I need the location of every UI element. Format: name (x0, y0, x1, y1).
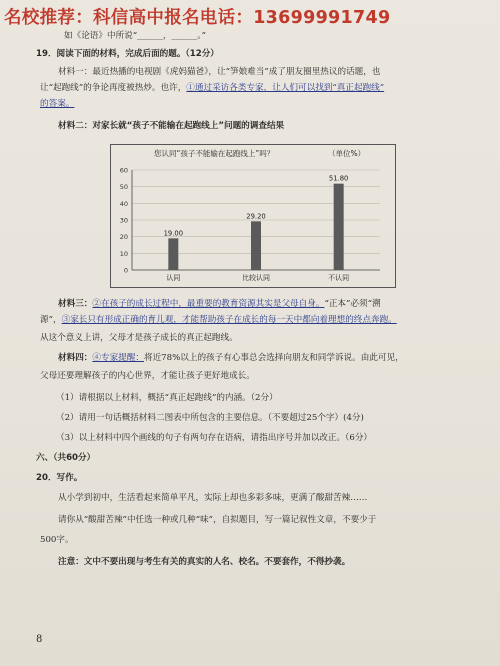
y-tick-label: 10 (119, 249, 128, 258)
y-tick-label: 20 (119, 233, 128, 242)
underlined-sentence-1: ①通过采访各类专家，让人们可以找到“真正起跑线” (186, 83, 385, 93)
bar (334, 184, 344, 270)
survey-bar-chart (110, 144, 394, 286)
material-3-label: 材料三： (58, 299, 93, 309)
y-tick-label: 40 (119, 199, 128, 208)
subquestion-1: （1）请根据以上材料，概括“真正起跑线”的内涵。（2分） (56, 393, 278, 403)
x-category-label: 不认同 (328, 274, 350, 282)
x-category-label: 比较认同 (242, 274, 270, 282)
writing-note: 注意：文中不要出现与考生有关的真实的人名、校名。不要套作，不得抄袭。 (58, 557, 351, 567)
bar-value-label: 29.20 (246, 212, 266, 221)
question-19-heading: 19．阅读下面的材料，完成后面的题。（12分） (36, 49, 219, 59)
material-2-heading: 材料二：对家长就“孩子不能输在起跑线上”问题的调查结果 (58, 121, 285, 131)
analects-fill-line: 如《论语》中所说“______，______。” (64, 31, 206, 41)
banner-text: 名校推荐：科信高中报名电话：13699991749 (4, 8, 391, 28)
y-tick-label: 60 (119, 166, 128, 175)
section-six-heading: 六、（共60分） (36, 453, 96, 463)
writing-prompt-line-1: 从小学到初中，生活看起来简单平凡，实际上却也多彩多味，更满了酸甜苦辣…… (58, 493, 368, 503)
material-3-line-1 (58, 298, 381, 310)
chart-unit: （单位%） (328, 149, 366, 158)
bar-value-label: 51.80 (328, 174, 349, 183)
material-3-line-2 (40, 314, 397, 326)
chart-title: 您认同“孩子不能输在起跑线上”吗？ (154, 149, 275, 158)
material-1-line-1: 材料一：最近热播的电视剧《虎妈猫爸》，让“笋娘难当”成了朋友圈里热议的话题，也 (58, 67, 381, 77)
writing-prompt-line-2: 请你从“酸甜苦辣”中任选一种或几种“味”，自拟题目，写一篇记叙性文章，不要少于 (58, 515, 377, 525)
y-tick-label: 0 (123, 266, 128, 275)
material-1-text: 让“起跑线”的争论再度被热炒。也许， (40, 83, 187, 93)
page-number: 8 (36, 634, 43, 645)
y-tick-label: 50 (119, 183, 128, 192)
bar (168, 238, 178, 270)
bar (251, 221, 261, 270)
underlined-sentence-4: ④专家提醒： (92, 353, 144, 363)
material-3-text-b: 源”， (40, 315, 62, 325)
material-4-line-2: 父母还要理解孩子的内心世界，才能让孩子更好地成长。 (40, 371, 255, 381)
underlined-sentence-3: ③家长只有形成正确的育儿观，才能帮助孩子在成长的每一天中都向着理想的终点奔跑。 (61, 315, 397, 325)
school-ad-banner (4, 4, 496, 30)
writing-prompt-line-3: 500字。 (40, 535, 74, 545)
x-category-label: 认同 (166, 274, 181, 282)
material-4-line-1 (58, 352, 404, 364)
material-4-text: 将近78%以上的孩子有心事总会选择向朋友和同学诉说。由此可见， (143, 353, 404, 363)
subquestion-3: （3）以上材料中四个画线的句子有两句存在语病，请指出序号并加以改正。（6分） (56, 433, 373, 443)
bar-value-label: 19.00 (163, 229, 184, 238)
underlined-sentence-2: ②在孩子的成长过程中，最重要的教育资源其实是父母自身。 (92, 299, 325, 309)
material-1-line-2 (40, 82, 384, 94)
material-4-label: 材料四： (58, 353, 93, 363)
question-20-heading: 20．写作。 (36, 473, 83, 483)
subquestion-2: （2）请用一句话概括材料二图表中所包含的主要信息。（不要超过25个字）(4分) (56, 413, 364, 423)
y-tick-label: 30 (119, 216, 128, 225)
material-1-line-3: 的答案。 (40, 99, 75, 109)
material-3-line-3: 从这个意义上讲，父母才是孩子成长的真正起跑线。 (40, 333, 238, 343)
material-3-text-a: “正本”必须“溯 (324, 299, 381, 309)
